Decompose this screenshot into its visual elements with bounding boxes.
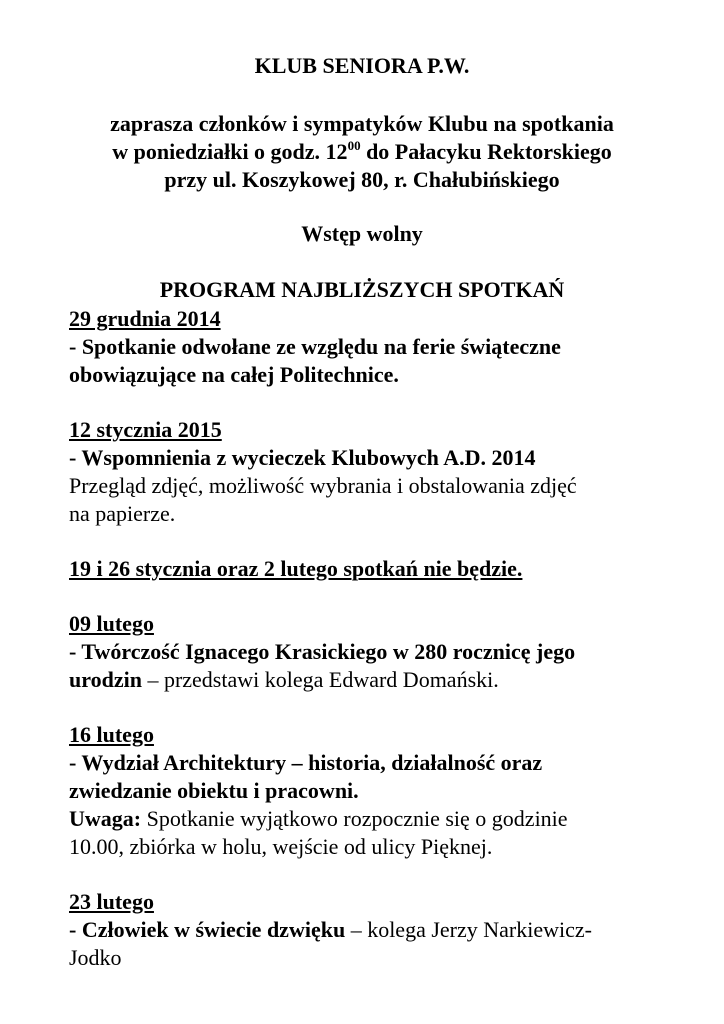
invitation-line-1: zaprasza członków i sympatyków Klubu na spotkania <box>110 111 614 136</box>
event-1-line-2: obowiązujące na całej Politechnice. <box>69 362 399 387</box>
no-meetings-notice: 19 i 26 stycznia oraz 2 lutego spotkań nie będzie. <box>69 556 523 581</box>
event-4-note-label: Uwaga: <box>69 806 142 831</box>
event-3-presenter: – przedstawi kolega Edward Domański. <box>141 667 499 692</box>
event-4-title-1: - Wydział Architektury – historia, działalność oraz <box>69 750 543 775</box>
event-1-date: 29 grudnia 2014 <box>69 306 221 331</box>
event-4-note-line-2: 10.00, zbiórka w holu, wejście od ulicy Pięknej. <box>69 834 493 859</box>
event-4-note-line-1 <box>69 805 568 833</box>
event-2-description-1: Przegląd zdjęć, możliwość wybrania i obstalowania zdjęć <box>69 473 577 498</box>
event-5-presenter-1: – kolega Jerzy Narkiewicz- <box>345 917 592 942</box>
event-5-line-1 <box>69 916 592 944</box>
event-4-date: 16 lutego <box>69 722 154 747</box>
event-5-title: - Człowiek w świecie dzwięku <box>69 917 346 942</box>
event-2-description-2: na papierze. <box>69 501 176 526</box>
invitation-line-3: przy ul. Koszykowej 80, r. Chałubińskiego <box>164 167 560 192</box>
event-3-title-2: urodzin <box>69 667 142 692</box>
event-2-date: 12 stycznia 2015 <box>69 417 222 442</box>
event-5-presenter-2: Jodko <box>69 945 122 970</box>
invitation-time-prefix: w poniedziałki o godz. 12 <box>112 139 348 164</box>
event-2-title: - Wspomnienia z wycieczek Klubowych A.D. 2014 <box>69 445 536 470</box>
invitation-time-minutes: 00 <box>347 138 361 153</box>
invitation-place: do Pałacyku Rektorskiego <box>360 139 612 164</box>
invitation-line-2 <box>0 138 724 169</box>
event-5-date: 23 lutego <box>69 889 154 914</box>
event-3-line-2 <box>69 666 499 694</box>
event-3-date: 09 lutego <box>69 611 154 636</box>
event-3-title-1: - Twórczość Ignacego Krasickiego w 280 rocznicę jego <box>69 639 576 664</box>
event-4-title-2: zwiedzanie obiektu i pracowni. <box>69 778 359 803</box>
event-1-line-1: - Spotkanie odwołane ze względu na ferie świąteczne <box>69 334 561 359</box>
program-title: PROGRAM NAJBLIŻSZYCH SPOTKAŃ <box>159 277 565 302</box>
club-title: KLUB SENIORA P.W. <box>254 53 470 78</box>
event-4-note-text-1: Spotkanie wyjątkowo rozpocznie się o godzinie <box>141 806 568 831</box>
entry-free: Wstęp wolny <box>301 221 423 246</box>
